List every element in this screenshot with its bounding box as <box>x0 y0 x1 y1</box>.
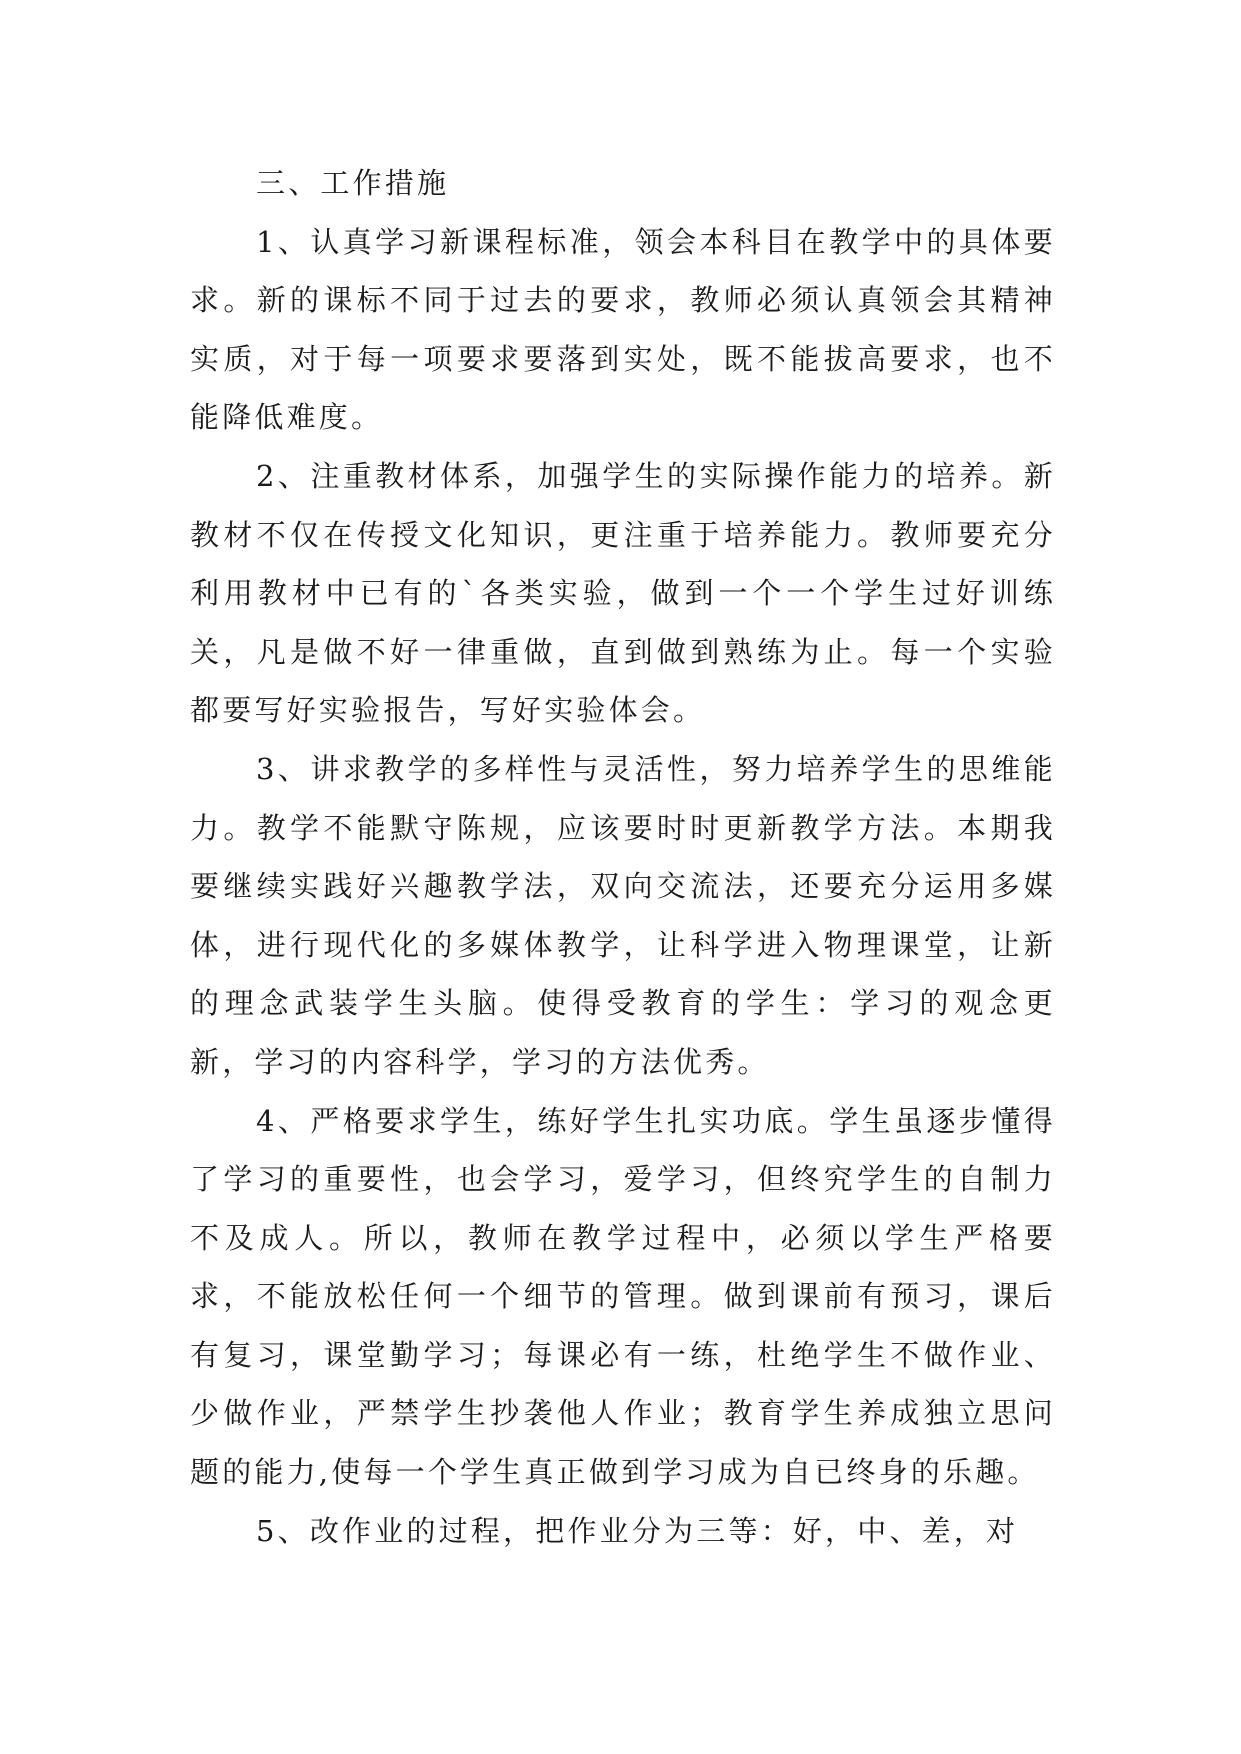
paragraph-4: 4、严格要求学生，练好学生扎实功底。学生虽逐步懂得了学习的重要性，也会学习，爱学习，但终究学生的自制力不及成人。所以，教师在教学过程中，必须以学生严格要求，不能放松任何一个细节的管理。做到课前有预习，课后有复习，课堂勤学习；每课必有一练，杜绝学生不做作业、少做作业，严禁学生抄袭他人作业；教育学生养成独立思问题的能力,使每一个学生真正做到学习成为自已终身的乐趣。 <box>190 1103 1056 1490</box>
paragraph-1: 1、认真学习新课程标准，领会本科目在教学中的具体要求。新的课标不同于过去的要求，教师必须认真领会其精神实质，对于每一项要求要落到实处，既不能拔高要求，也不能降低难度。 <box>190 224 1056 435</box>
paragraph-2: 2、注重教材体系，加强学生的实际操作能力的培养。新教材不仅在传授文化知识，更注重于培养能力。教师要充分利用教材中已有的`各类实验，做到一个一个学生过好训练关，凡是做不好一律重做，直到做到熟练为止。每一个实验都要写好实验报告，写好实验体会。 <box>190 458 1056 728</box>
document-body <box>190 154 1056 1560</box>
paragraph-5: 5、改作业的过程，把作业分为三等：好，中、差，对 <box>256 1513 1019 1548</box>
section-heading: 三、工作措施 <box>256 166 450 200</box>
paragraph-3: 3、讲求教学的多样性与灵活性，努力培养学生的思维能力。教学不能默守陈规，应该要时时更新教学方法。本期我要继续实践好兴趣教学法，双向交流法，还要充分运用多媒体，进行现代化的多媒体教学，让科学进入物理课堂，让新的理念武装学生头脑。使得受教育的学生：学习的观念更新，学习的内容科学，学习的方法优秀。 <box>190 751 1056 1079</box>
